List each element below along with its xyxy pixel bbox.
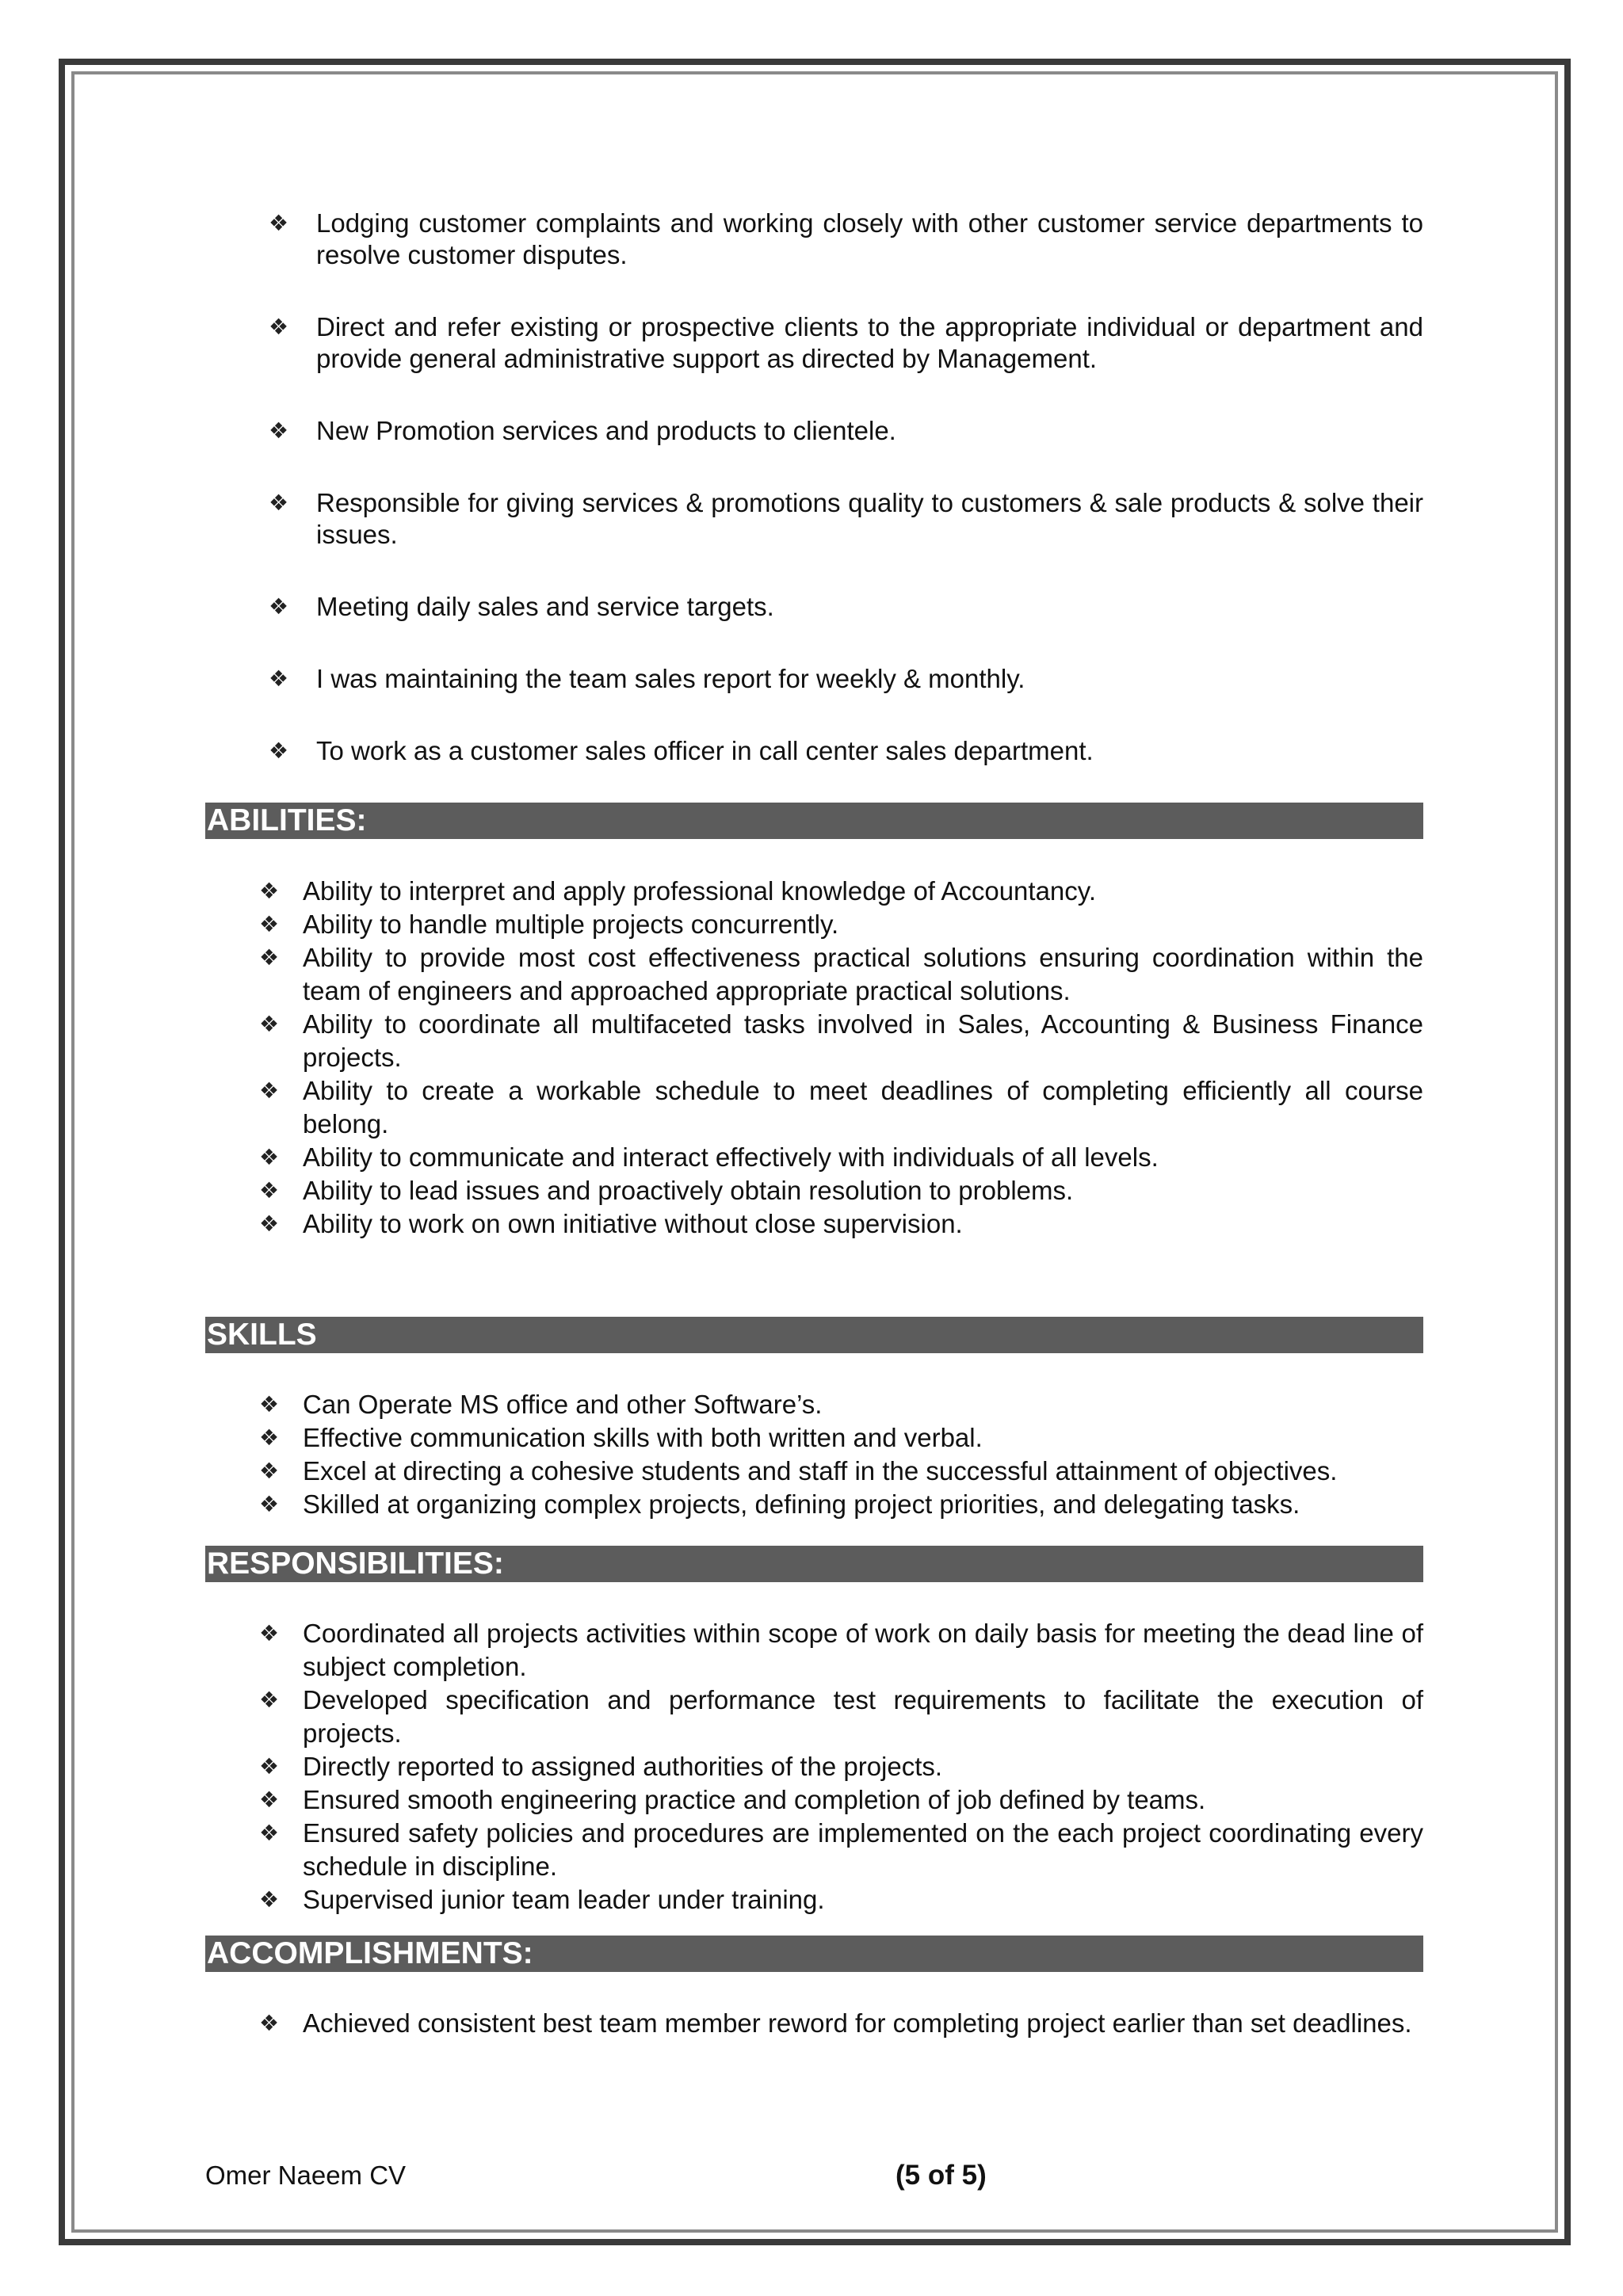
list-item-text: Coordinated all projects activities within scope of work on daily basis for meeting the dead line of subject completion. [303, 1619, 1423, 1681]
diamond-bullet-icon: ❖ [259, 912, 280, 936]
experience-item-text: Lodging customer complaints and working closely with other customer service departments to resolve customer disputes. [316, 208, 1423, 269]
diamond-bullet-icon: ❖ [259, 1425, 280, 1450]
list-item-text: Skilled at organizing complex projects, defining project priorities, and delegating tasks. [303, 1489, 1300, 1519]
list-item [259, 941, 1423, 1008]
list-item-text: Ability to interpret and apply professional knowledge of Accountancy. [303, 876, 1096, 906]
list-item-text: Effective communication skills with both written and verbal. [303, 1423, 983, 1452]
list-item [259, 1883, 1423, 1917]
list-item [259, 875, 1423, 908]
skills-heading: SKILLS [205, 1317, 1423, 1353]
diamond-bullet-icon: ❖ [259, 1392, 280, 1417]
diamond-bullet-icon: ❖ [269, 666, 289, 691]
list-item [259, 1488, 1423, 1521]
list-item [259, 1074, 1423, 1141]
diamond-bullet-icon: ❖ [259, 1145, 280, 1169]
list-item-text: Ability to handle multiple projects concurrently. [303, 910, 839, 939]
diamond-bullet-icon: ❖ [259, 1887, 280, 1912]
experience-item-text: New Promotion services and products to clientele. [316, 416, 896, 445]
list-item [259, 1750, 1423, 1783]
list-item-text: Directly reported to assigned authorities of the projects. [303, 1752, 943, 1781]
list-item-text: Developed specification and performance test requirements to facilitate the execution of projects. [303, 1685, 1423, 1748]
list-item [259, 1455, 1423, 1488]
experience-item [269, 208, 1423, 271]
list-item-text: Ability to create a workable schedule to meet deadlines of completing efficiently all course belong. [303, 1076, 1423, 1138]
diamond-bullet-icon: ❖ [259, 1492, 280, 1516]
diamond-bullet-icon: ❖ [269, 315, 289, 339]
list-item-text: Ability to provide most cost effectiveness practical solutions ensuring coordination within the team of engineers and approached appropriate practical solutions. [303, 943, 1423, 1005]
list-item-text: Excel at directing a cohesive students and staff in the successful attainment of objectives. [303, 1456, 1338, 1486]
experience-item-text: To work as a customer sales officer in call center sales department. [316, 736, 1094, 765]
diamond-bullet-icon: ❖ [259, 1211, 280, 1236]
diamond-bullet-icon: ❖ [259, 1787, 280, 1812]
list-item-text: Supervised junior team leader under training. [303, 1885, 825, 1914]
diamond-bullet-icon: ❖ [259, 1688, 280, 1712]
experience-item-text: Meeting daily sales and service targets. [316, 592, 774, 621]
abilities-heading: ABILITIES: [205, 803, 1423, 839]
list-item-text: Ability to work on own initiative without close supervision. [303, 1209, 963, 1238]
diamond-bullet-icon: ❖ [259, 1178, 280, 1203]
list-item [259, 2007, 1423, 2040]
diamond-bullet-icon: ❖ [269, 594, 289, 619]
diamond-bullet-icon: ❖ [259, 945, 280, 970]
diamond-bullet-icon: ❖ [269, 738, 289, 763]
list-item [259, 1783, 1423, 1817]
list-item [259, 1617, 1423, 1684]
list-item [259, 1388, 1423, 1421]
list-item-text: Achieved consistent best team member reword for completing project earlier than set deadlines. [303, 2008, 1412, 2038]
diamond-bullet-icon: ❖ [259, 1821, 280, 1845]
experience-item [269, 415, 1423, 447]
experience-item [269, 311, 1423, 375]
list-item [259, 1141, 1423, 1174]
abilities-list [259, 875, 1423, 1241]
accomplishments-heading: ACCOMPLISHMENTS: [205, 1936, 1423, 1972]
diamond-bullet-icon: ❖ [259, 1078, 280, 1103]
diamond-bullet-icon: ❖ [259, 1754, 280, 1779]
accomplishments-list [259, 2007, 1423, 2040]
diamond-bullet-icon: ❖ [259, 1459, 280, 1483]
footer-page-number: (5 of 5) [896, 2160, 987, 2191]
experience-item [269, 591, 1423, 623]
diamond-bullet-icon: ❖ [259, 879, 280, 903]
experience-item-text: I was maintaining the team sales report for weekly & monthly. [316, 664, 1025, 693]
list-item-text: Can Operate MS office and other Software’s. [303, 1390, 823, 1419]
list-item-text: Ability to communicate and interact effectively with individuals of all levels. [303, 1142, 1159, 1172]
responsibilities-heading: RESPONSIBILITIES: [205, 1546, 1423, 1582]
diamond-bullet-icon: ❖ [269, 211, 289, 235]
list-item [259, 1684, 1423, 1750]
diamond-bullet-icon: ❖ [269, 418, 289, 443]
diamond-bullet-icon: ❖ [259, 1012, 280, 1036]
experience-list [269, 208, 1423, 807]
list-item [259, 908, 1423, 941]
footer-name: Omer Naeem CV [205, 2161, 407, 2190]
list-item-text: Ability to lead issues and proactively obtain resolution to problems. [303, 1176, 1074, 1205]
list-item-text: Ability to coordinate all multifaceted tasks involved in Sales, Accounting & Business Finance projects. [303, 1009, 1423, 1072]
experience-item [269, 487, 1423, 551]
list-item-text: Ensured safety policies and procedures are implemented on the each project coordinating every schedule in discipline. [303, 1818, 1423, 1881]
experience-item [269, 735, 1423, 767]
list-item-text: Ensured smooth engineering practice and completion of job defined by teams. [303, 1785, 1206, 1814]
experience-item-text: Responsible for giving services & promotions quality to customers & sale products & solve their issues. [316, 488, 1423, 549]
experience-item [269, 663, 1423, 695]
diamond-bullet-icon: ❖ [269, 490, 289, 515]
diamond-bullet-icon: ❖ [259, 1621, 280, 1646]
diamond-bullet-icon: ❖ [259, 2011, 280, 2035]
skills-list [259, 1388, 1423, 1521]
list-item [259, 1207, 1423, 1241]
list-item [259, 1817, 1423, 1883]
responsibilities-list [259, 1617, 1423, 1917]
list-item [259, 1421, 1423, 1455]
experience-item-text: Direct and refer existing or prospective clients to the appropriate individual or department and provide general administrative support as directed by Management. [316, 312, 1423, 373]
list-item [259, 1008, 1423, 1074]
list-item [259, 1174, 1423, 1207]
